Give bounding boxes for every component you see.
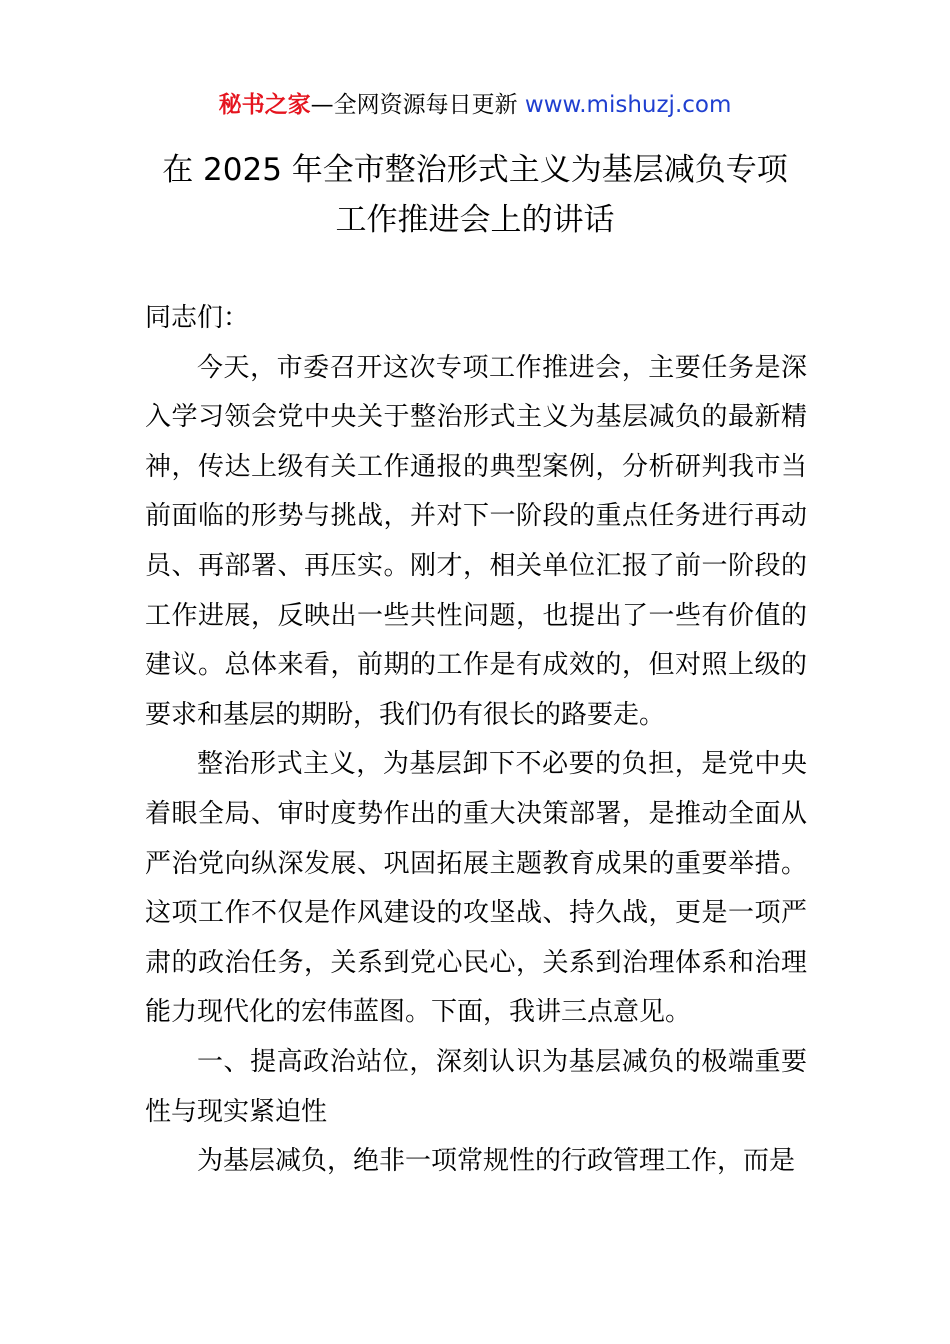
title-line-1: 在 2025 年全市整治形式主义为基层减负专项: [162, 152, 788, 188]
site-brand: 秘书之家: [218, 92, 311, 118]
section-heading-1: 一、提高政治站位，深刻认识为基层减负的极端重要性与现实紧迫性: [145, 1046, 807, 1127]
title-line-2: 工作推进会上的讲话: [335, 202, 615, 238]
salutation: 同志们：: [145, 303, 250, 333]
document-body: [145, 294, 807, 1187]
site-slogan: —全网资源每日更新: [310, 92, 525, 118]
site-url-link[interactable]: www.mishuzj.com: [524, 92, 732, 118]
site-header: [0, 88, 950, 122]
document-title: [120, 145, 830, 245]
paragraph-2: 整治形式主义，为基层卸下不必要的负担，是党中央着眼全局、审时度势作出的重大决策部署，是推动全面从严治党向纵深发展、巩固拓展主题教育成果的重要举措。这项工作不仅是作风建设的攻坚战、持久战，更是一项严肃的政治任务，关系到党心民心，关系到治理体系和治理能力现代化的宏伟蓝图。下面，我讲三点意见。: [145, 749, 807, 1028]
section-paragraph-1: 为基层减负，绝非一项常规性的行政管理工作，而是: [197, 1146, 796, 1177]
paragraph-1: 今天，市委召开这次专项工作推进会，主要任务是深入学习领会党中央关于整治形式主义为基层减负的最新精神，传达上级有关工作通报的典型案例，分析研判我市当前面临的形势与挑战，并对下一阶段的重点任务进行再动员、再部署、再压实。刚才，相关单位汇报了前一阶段的工作进展，反映出一些共性问题，也提出了一些有价值的建议。总体来看，前期的工作是有成效的，但对照上级的要求和基层的期盼，我们仍有很长的路要走。: [145, 352, 807, 730]
